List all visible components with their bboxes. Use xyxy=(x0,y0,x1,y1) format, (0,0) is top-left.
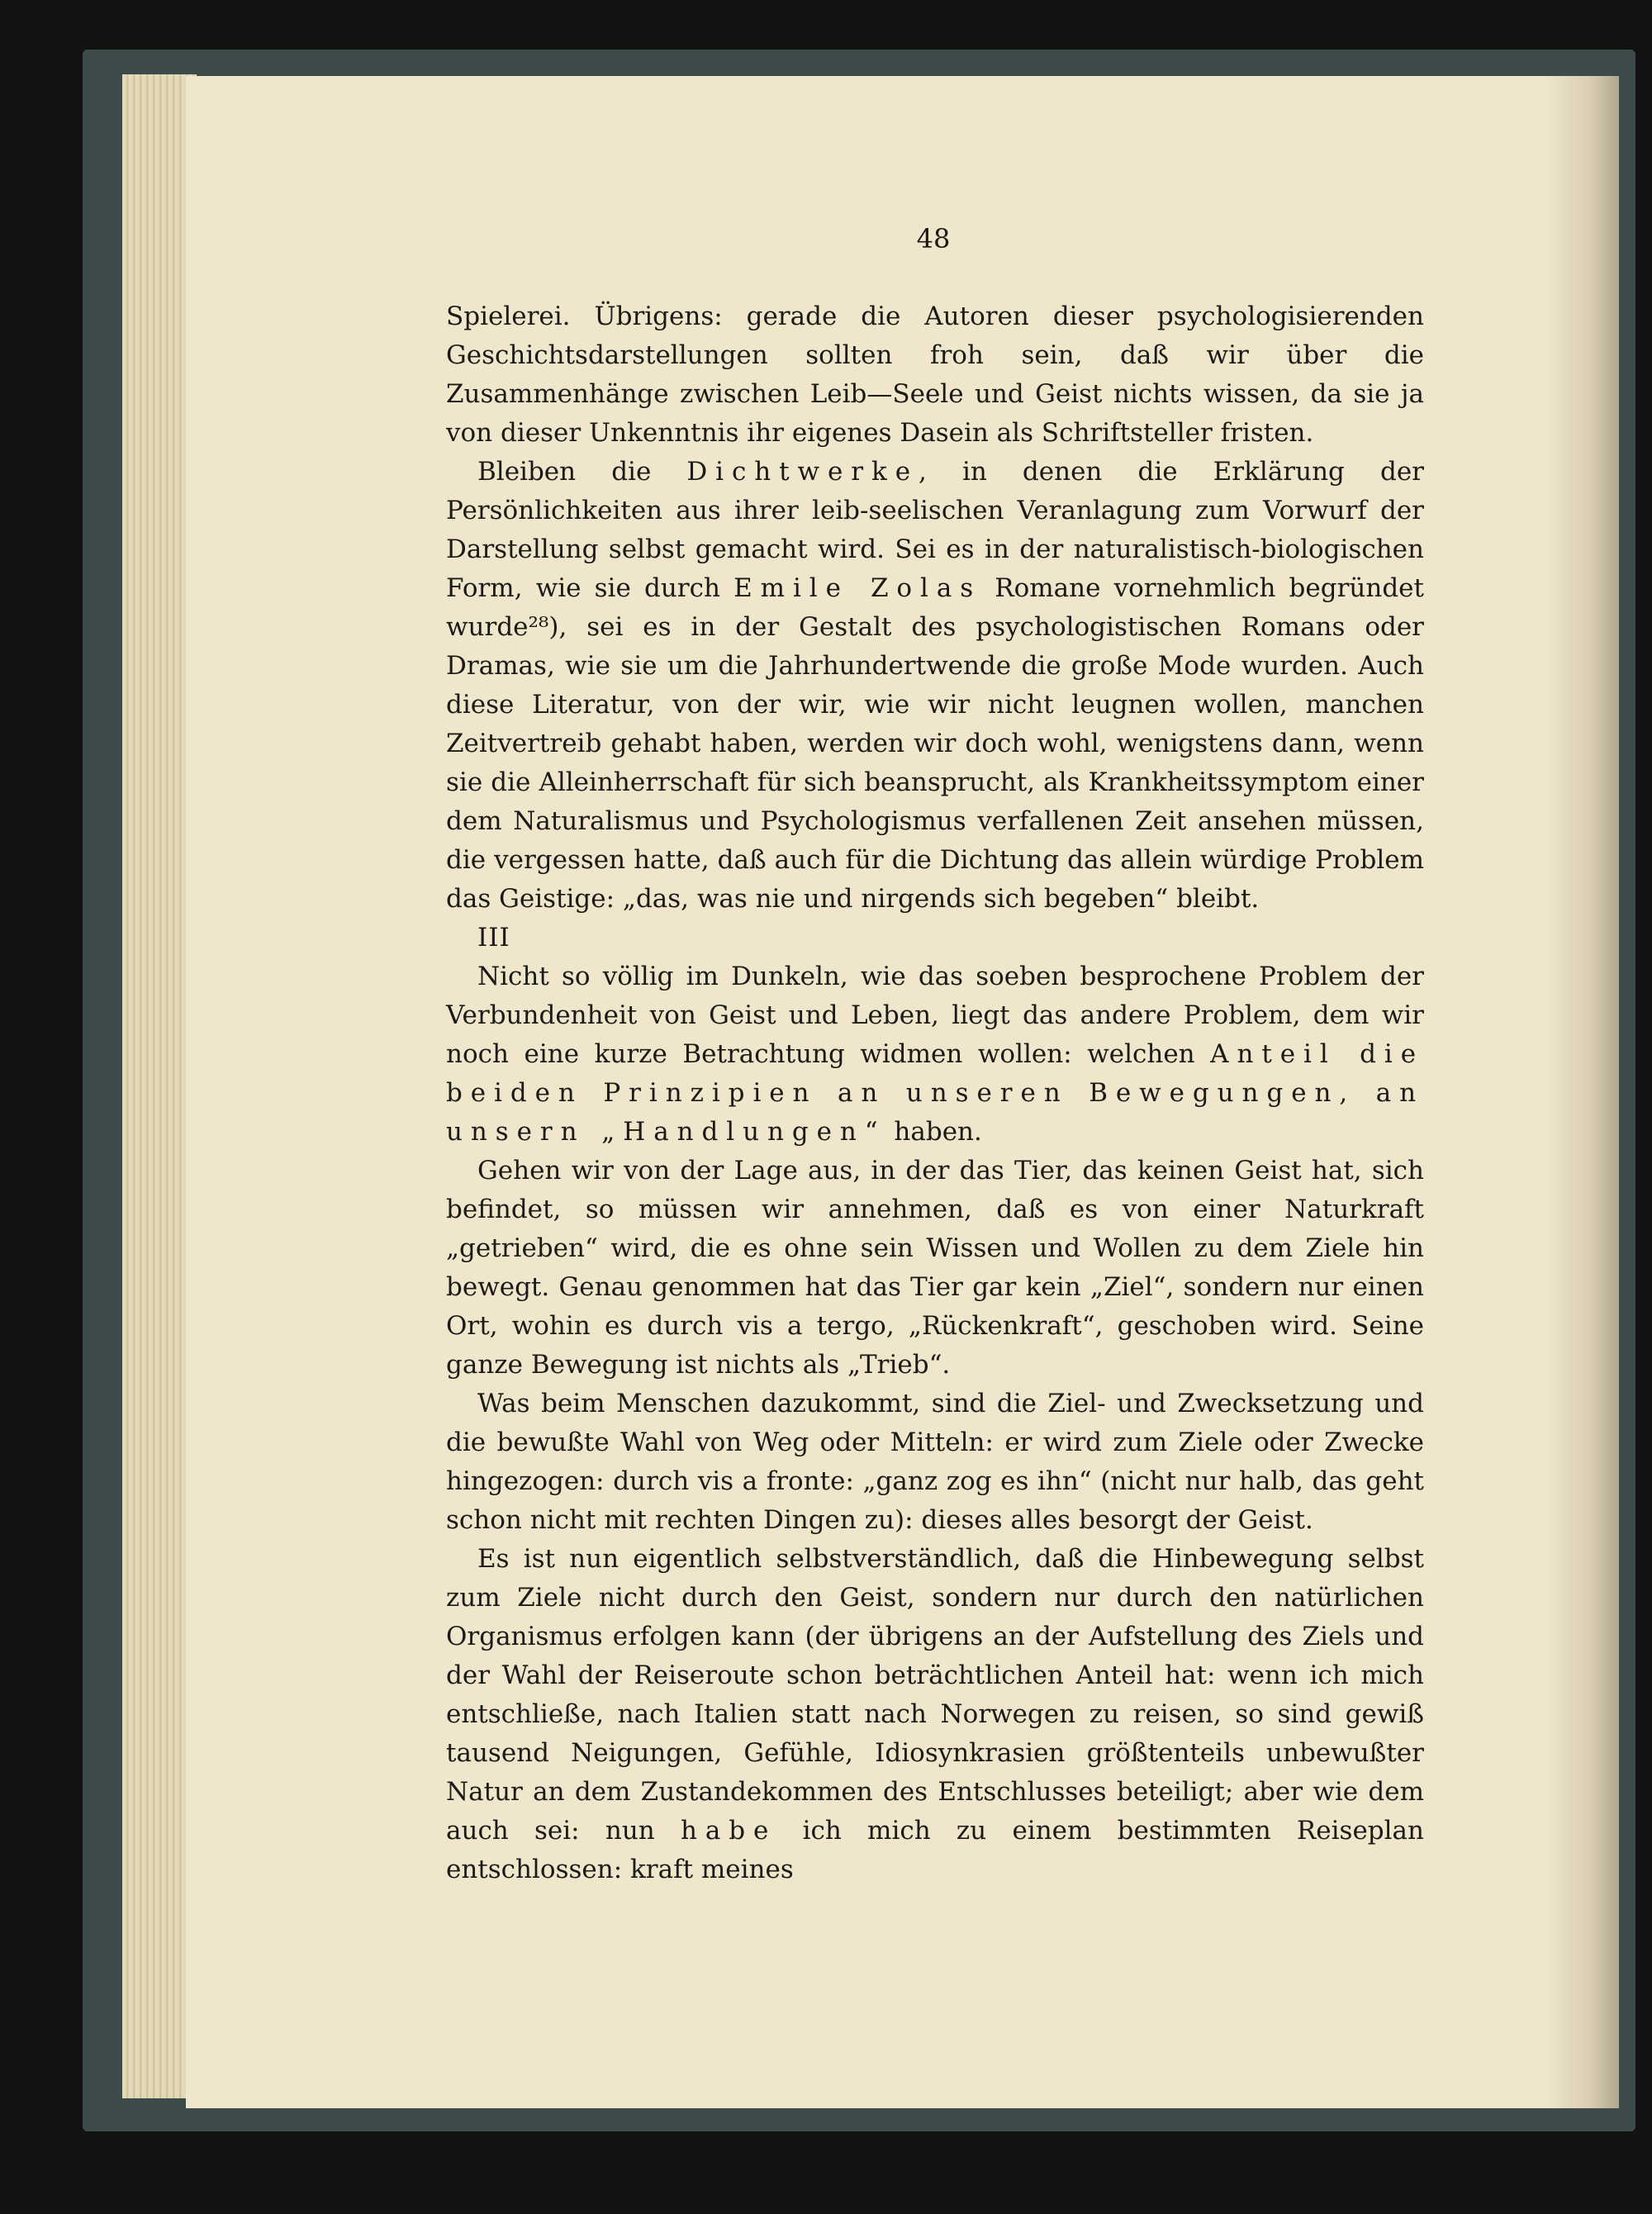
paragraph-2-part-5: Romane vornehmlich begründet wurde²⁸), sei es in der Gestalt des psychologistischen Romans oder Dramas, wie sie um die Jahrhundertwende die große Mode wurden. Auch diese Literatur, von der wir, wie wir nicht leugnen wollen, manchen Zeitvertreib gehabt haben, werden wir doch wohl, wenigstens dann, wenn sie die Alleinherrschaft für sich beansprucht, als Krankheitssymptom einer dem Naturalismus und Psychologismus verfallenen Zeit ansehen müssen, die vergessen hatte, daß auch für die Dichtung das allein würdige Problem das Geistige: „das, was nie und nirgends sich begeben“ bleibt. xyxy=(446,573,1424,914)
page-gutter-shadow xyxy=(1545,76,1619,2108)
paragraph-3-part-3: haben. xyxy=(885,1117,982,1147)
paragraph-3-part-1: Nicht so völlig im Dunkeln, wie das soeben besprochene Problem der Verbundenheit von Geist und Leben, liegt das andere Problem, dem wir noch eine kurze Betrachtung widmen wollen: welchen xyxy=(446,962,1424,1069)
paragraph-2-part-1: Bleiben die xyxy=(477,457,687,487)
page-number: 48 xyxy=(916,223,951,254)
paragraph-6 xyxy=(446,1540,1424,1889)
paragraph-5: Was beim Menschen dazukommt, sind die Ziel- und Zwecksetzung und die bewußte Wahl von Weg oder Mitteln: er wird zum Ziele oder Zwecke hingezogen: durch vis a fronte: „ganz zog es ihn“ (nicht nur halb, das geht schon nicht mit rechten Dingen zu): dieses alles besorgt der Geist. xyxy=(446,1389,1424,1535)
emphasis-anteil: Anteil die beiden Prinzipien an unseren Bewegungen, an unsern „Handlungen“ xyxy=(446,1039,1424,1147)
section-heading: III xyxy=(477,923,510,953)
paragraph-1: Spielerei. Übrigens: gerade die Autoren dieser psychologisierenden Geschichtsdarstellungen sollten froh sein, daß wir über die Zusammenhänge zwischen Leib—Seele und Geist nichts wissen, da sie ja von dieser Unkenntnis ihr eigenes Dasein als Schriftsteller fristen. xyxy=(446,302,1424,448)
paragraph-2-part-3: , in denen die Erklärung der Persönlichkeiten aus ihrer leib-seelischen Veranlagung zum Vorwurf der Darstellung selbst gemacht wird. Sei es in der naturalistisch-biologischen Form, wie sie durch xyxy=(446,457,1424,603)
paragraph-2 xyxy=(446,453,1424,919)
emphasis-habe: habe xyxy=(681,1816,777,1846)
paragraph-6-part-1: Es ist nun eigentlich selbstverständlich, daß die Hinbewegung selbst zum Ziele nicht durch den Geist, sondern nur durch den natürlichen Organismus erfolgen kann (der übrigens an der Aufstellung des Ziels und der Wahl der Reiseroute schon beträchtlichen Anteil hat: wenn ich mich entschließe, nach Italien statt nach Norwegen zu reisen, so sind gewiß tausend Neigungen, Gefühle, Idiosynkrasien größtenteils unbewußter Natur an dem Zustandekommen des Entschlusses beteiligt; aber wie dem auch sei: nun xyxy=(446,1544,1424,1846)
emphasis-emile-zolas: Emile Zolas xyxy=(733,573,982,603)
emphasis-dichtwerke: Dichtwerke xyxy=(686,457,919,487)
page-body xyxy=(446,297,1424,1889)
paragraph-3 xyxy=(446,957,1424,1152)
paragraph-4: Gehen wir von der Lage aus, in der das Tier, das keinen Geist hat, sich befindet, so müssen wir annehmen, daß es von einer Naturkraft „getrieben“ wird, die es ohne sein Wissen und Wollen zu dem Ziele hin bewegt. Genau genommen hat das Tier gar kein „Ziel“, sondern nur einen Ort, wohin es durch vis a tergo, „Rückenkraft“, geschoben wird. Seine ganze Bewegung ist nichts als „Trieb“. xyxy=(446,1156,1424,1380)
paragraph-6-part-3: ich mich zu einem bestimmten Reiseplan entschlossen: kraft meines xyxy=(446,1816,1424,1884)
